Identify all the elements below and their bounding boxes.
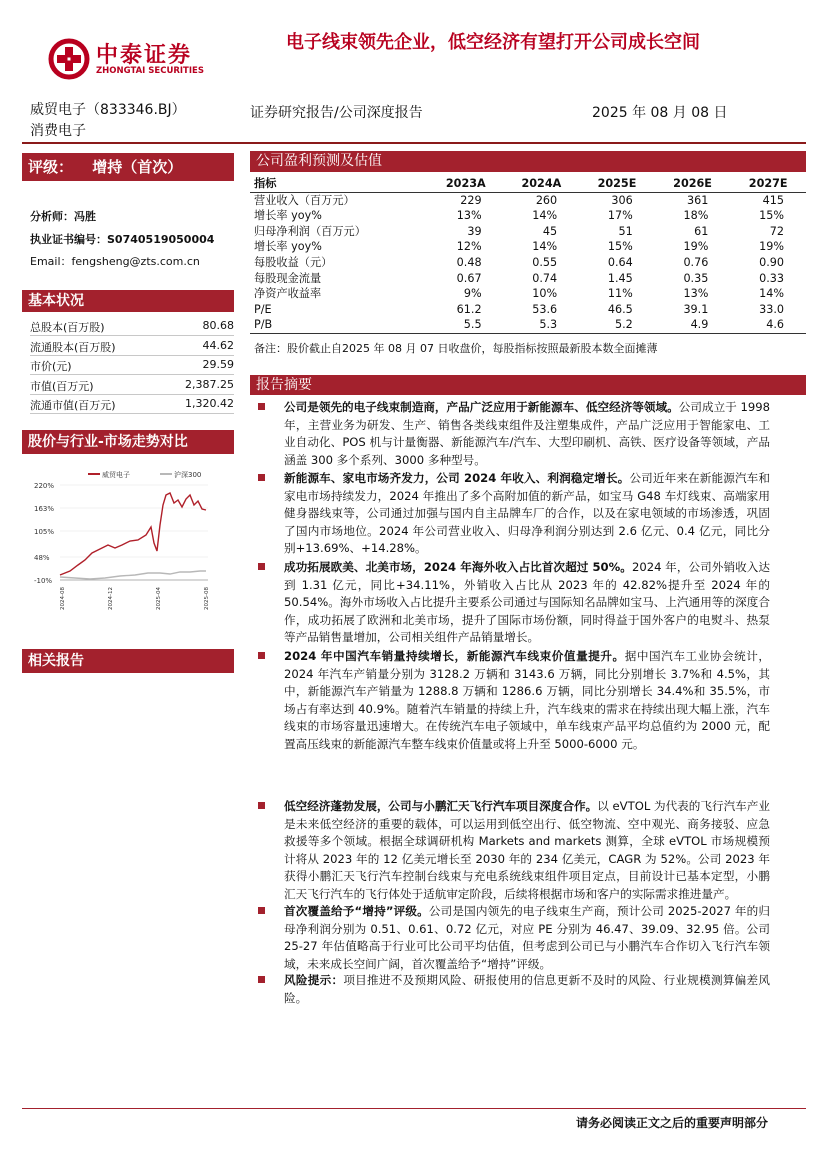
analyst-name <box>30 208 96 224</box>
basic-row-label: 市值(百万元) <box>30 379 94 393</box>
summary-title: 报告摘要 <box>256 377 312 393</box>
forecast-cell: 51 <box>618 224 633 238</box>
summary-item-body: 公司是国内领先的电子线束生产商，预计公司 2025-2027 年的归母净利润分别为 0.51、0.61、0.72 亿元，对应 PE 分别为 46.47、39.09、32.95 倍。公司 25-27 年估值略高于行业可比公司平均估值，但考虑到公司已与小鹏汽车合作切入飞行汽车领域，未来成长空间广阔，首次覆盖给予“增持”评级。 <box>284 904 770 971</box>
price-chart-title-bar <box>22 430 234 454</box>
summary-item-text <box>284 399 770 469</box>
analyst-cert <box>30 231 214 247</box>
forecast-cell: 15% <box>759 209 784 223</box>
summary-item-lead: 新能源车、家电市场齐发力，公司 2024 年收入、利润稳定增长。 <box>284 471 630 485</box>
cert-number: S0740519050004 <box>107 233 215 246</box>
forecast-cell: 14% <box>532 209 558 223</box>
basic-row <box>30 375 234 395</box>
rating-label: 评级： <box>28 158 74 176</box>
summary-item-lead: 首次覆盖给予“增持”评级。 <box>284 904 429 918</box>
basic-title: 基本状况 <box>28 293 84 309</box>
forecast-cell: 260 <box>535 193 558 207</box>
forecast-row <box>250 192 806 208</box>
x-axis <box>60 587 210 610</box>
report-type: 证券研究报告/公司深度报告 <box>250 105 423 121</box>
report-headline: 电子线束领先企业，低空经济有望打开公司成长空间 <box>286 32 700 53</box>
forecast-column-header: 2025E <box>579 176 655 192</box>
forecast-cell: 39.1 <box>683 302 709 316</box>
y-axis <box>34 482 54 585</box>
summary-item-body: 据中国汽车工业协会统计，2024 年汽车产销量分别为 3128.2 万辆和 3143.6 万辆，同比分别增长 3.7%和 4.5%，其中，新能源汽车产销量为 1288.8 万辆和 1286.6 万辆，同比分别增长 34.4%和 35.5%，市场占有率达到 40.9%。随着汽车销量的持续上升，汽车线束的需求在持续出现大幅上涨，汽车线束的市场容量迅速增大。在传统汽车电子领域中，单车线束产品平均总值约为 2000 元，配置高压线束的新能源汽车整车线束价值量或将上升至 5000-6000 元。 <box>284 649 770 751</box>
forecast-row <box>250 224 806 240</box>
forecast-cell: 33.0 <box>759 302 784 316</box>
forecast-title-bar <box>250 151 806 172</box>
forecast-cell: 0.74 <box>532 271 558 285</box>
basic-row <box>30 316 234 336</box>
forecast-cell: 0.64 <box>607 255 633 269</box>
forecast-cell: 14% <box>532 240 558 254</box>
summary-item-body: 公司近年来在新能源汽车和家电市场持续发力，2024 年推出了多个高附加值的新产品，如宝马 G48 车灯线束、高端家用健身器线束等，公司通过加强与国内自主品牌车厂的合作，以及在家电领域的市场渗透，巩固了国内市场地位。2024 年公司营业收入、归母净利润分别达到 2.6 亿元、0.4 亿元，同比分别+13.69%、+14.28%。 <box>284 471 770 555</box>
summary-item-lead: 成功拓展欧美、北美市场，2024 年海外收入占比首次超过 50%。 <box>284 560 632 574</box>
logo-mark-icon <box>48 38 90 80</box>
forecast-cell: 0.33 <box>759 271 784 285</box>
forecast-column-header: 2024A <box>504 176 580 192</box>
forecast-column-header: 2026E <box>655 176 731 192</box>
basic-row <box>30 336 234 356</box>
related-title-bar <box>22 649 234 673</box>
forecast-cell: 4.6 <box>730 317 806 333</box>
square-bullet-icon <box>258 652 265 659</box>
email-label: Email： <box>30 255 72 268</box>
forecast-row-label: 净资产收益率 <box>254 287 322 301</box>
summary-item-body: 以 eVTOL 为代表的飞行汽车产业是未来低空经济的重要的载体，可以运用到低空出行、低空物流、空中观光、商务接驳、应急救援等多个领域。根据全球调研机构 Markets and markets 测算，全球 eVTOL 市场规模预计将从 2023 年的 12 亿美元增长至 2030 年的 234 亿美元，CAGR 为 52%。公司 2023 年获得小鹏汇天飞行汽车控制台线束与充电系统线束组件项目定点，目前设计已基本定型，小鹏汇天飞行汽车的飞行体处于适航审定阶段，后续将根据市场和客户的实际需求推进量产。 <box>284 799 770 901</box>
forecast-row-label: P/E <box>254 302 272 316</box>
square-bullet-icon <box>258 563 265 570</box>
forecast-cell: 0.55 <box>532 255 558 269</box>
price-chart-title: 股价与行业-市场走势对比 <box>28 434 188 450</box>
forecast-cell: 39 <box>467 224 482 238</box>
summary-item <box>258 559 770 647</box>
summary-item-body: 2024 年，公司外销收入达到 1.31 亿元，同比+34.11%，外销收入占比从 2023 年的 42.82%提升至 2024 年的 50.54%。海外市场收入占比提升主要系公司通过与国际知名品牌如宝马、上汽通用等的深度合作，成功拓展了欧洲和北美市场，提升了国际市场份额，同时得益于国外客户的电熨斗、热泵等产品销售量增加，公司相关组件产品销量增长。 <box>284 560 770 644</box>
basic-row-value: 1,320.42 <box>185 397 234 411</box>
forecast-row-label: 每股收益（元） <box>254 255 333 269</box>
square-bullet-icon <box>258 474 265 481</box>
email-link[interactable]: fengsheng@zts.com.cn <box>71 255 200 268</box>
forecast-cell: 10% <box>532 287 558 301</box>
summary-item-text <box>284 972 770 1007</box>
forecast-row <box>250 286 806 302</box>
y-tick: -10% <box>34 577 53 585</box>
basic-row-value: 80.68 <box>202 319 234 332</box>
rating-bar <box>22 153 234 181</box>
forecast-cell: 9% <box>463 287 482 301</box>
series-stock-line <box>60 493 206 575</box>
summary-title-bar <box>250 375 806 395</box>
legend <box>88 470 201 479</box>
logo-text-cn: 中泰证券 <box>96 43 193 68</box>
forecast-row-label: 每股现金流量 <box>254 271 322 285</box>
basic-row-label: 市价(元) <box>30 360 72 374</box>
price-chart <box>30 465 230 615</box>
forecast-row-label: 营业收入（百万元） <box>254 193 355 207</box>
forecast-cell: 306 <box>611 193 633 207</box>
forecast-row <box>250 271 806 287</box>
forecast-row-label: 增长率 yoy% <box>254 209 322 223</box>
x-tick: 2024-12 <box>108 587 114 610</box>
cert-label: 执业证书编号： <box>30 233 107 246</box>
y-tick: 220% <box>34 482 55 490</box>
forecast-column-header: 2023A <box>428 176 504 192</box>
forecast-row-label: P/B <box>250 317 428 333</box>
forecast-cell: 61 <box>694 224 709 238</box>
related-title: 相关报告 <box>28 653 84 669</box>
forecast-cell: 46.5 <box>607 302 633 316</box>
summary-item-body: 项目推进不及预期风险、研报使用的信息更新不及时的风险、行业规模测算偏差风险。 <box>284 973 770 1005</box>
logo <box>48 38 218 80</box>
basic-title-bar <box>22 290 234 312</box>
summary-item <box>258 470 770 558</box>
forecast-cell: 12% <box>456 240 482 254</box>
forecast-row <box>250 302 806 318</box>
forecast-cell: 15% <box>607 240 633 254</box>
basic-row-label: 流通市值(百万元) <box>30 399 116 413</box>
summary-item-body: 公司成立于 1998 年，主营业务为研发、生产、销售各类线束组件及注塑集成件，产品广泛应用于智能家电、工业自动化、POS 机与计量衡器、新能源汽车/汽车、大型印刷机、高铁、医疗设备等领域，产品涵盖 300 多个系列、3000 多种型号。 <box>284 400 770 467</box>
square-bullet-icon <box>258 976 265 983</box>
forecast-cell: 19% <box>759 240 784 254</box>
forecast-cell: 53.6 <box>532 302 558 316</box>
summary-item-lead: 低空经济蓬勃发展，公司与小鹏汇天飞行汽车项目深度合作。 <box>284 799 598 813</box>
summary-item <box>258 903 770 973</box>
forecast-row <box>250 255 806 271</box>
forecast-cell: 1.45 <box>607 271 633 285</box>
forecast-cell: 17% <box>607 209 633 223</box>
forecast-cell: 4.9 <box>655 317 731 333</box>
company-industry: 消费电子 <box>30 123 86 139</box>
basic-row-label: 总股本(百万股) <box>30 321 105 334</box>
forecast-cell: 61.2 <box>456 302 482 316</box>
summary-item <box>258 399 770 469</box>
forecast-cell: 45 <box>542 224 558 238</box>
y-tick: 105% <box>34 528 55 536</box>
forecast-cell: 19% <box>683 240 709 254</box>
forecast-row <box>250 317 806 333</box>
forecast-cell: 0.67 <box>456 271 482 285</box>
square-bullet-icon <box>258 802 265 809</box>
summary-item-text <box>284 648 770 753</box>
forecast-cell: 0.90 <box>759 255 784 269</box>
summary-item-lead: 2024 年中国汽车销量持续增长，新能源汽车线束价值量提升。 <box>284 649 625 663</box>
summary-item-text <box>284 559 770 647</box>
summary-item-text <box>284 903 770 973</box>
square-bullet-icon <box>258 403 265 410</box>
x-tick: 2025-08 <box>204 587 210 610</box>
forecast-cell: 11% <box>607 287 633 301</box>
forecast-row-label: 增长率 yoy% <box>254 240 322 254</box>
series-index-line <box>60 571 206 579</box>
x-tick: 2025-04 <box>156 587 162 610</box>
forecast-row <box>250 208 806 224</box>
forecast-cell: 415 <box>762 193 784 207</box>
forecast-table <box>250 176 806 334</box>
forecast-column-header: 指标 <box>250 176 428 192</box>
gridlines <box>60 485 208 557</box>
summary-item-text <box>284 798 770 903</box>
y-tick: 163% <box>34 505 55 513</box>
forecast-cell: 13% <box>683 287 709 301</box>
basic-row <box>30 394 234 414</box>
forecast-note: 备注：股价截止自2025 年 08 月 07 日收盘价，每股指标按照最新股本数全面摊薄 <box>254 342 658 355</box>
summary-item-lead: 风险提示： <box>284 973 344 987</box>
square-bullet-icon <box>258 907 265 914</box>
forecast-cell: 5.3 <box>504 317 580 333</box>
forecast-cell: 18% <box>683 209 709 223</box>
logo-text-en: ZHONGTAI SECURITIES <box>96 66 204 76</box>
summary-item <box>258 648 770 753</box>
legend-b-label: 沪深300 <box>174 471 202 479</box>
analyst-label: 分析师：冯胜 <box>30 210 96 223</box>
forecast-title: 公司盈利预测及估值 <box>256 153 382 169</box>
forecast-cell: 5.5 <box>428 317 504 333</box>
forecast-row-label: 归母净利润（百万元） <box>254 224 366 238</box>
y-tick: 48% <box>34 554 50 562</box>
forecast-cell: 14% <box>759 287 784 301</box>
basic-row <box>30 355 234 375</box>
forecast-cell: 229 <box>460 193 482 207</box>
forecast-cell: 5.2 <box>579 317 655 333</box>
x-tick: 2024-08 <box>60 587 66 610</box>
legend-a-label: 威贸电子 <box>102 471 130 479</box>
summary-item-lead: 公司是领先的电子线束制造商，产品广泛应用于新能源车、低空经济等领域。 <box>284 400 679 414</box>
basic-row-value: 44.62 <box>202 338 234 352</box>
summary-item <box>258 798 770 903</box>
basic-row-value: 29.59 <box>202 358 234 372</box>
forecast-header-row <box>250 176 806 192</box>
report-date: 2025 年 08 月 08 日 <box>592 105 728 121</box>
summary-item <box>258 972 770 1007</box>
basic-row-value: 2,387.25 <box>185 377 234 391</box>
forecast-column-header: 2027E <box>730 176 806 192</box>
analyst-email <box>30 253 200 269</box>
footer-note: 请务必阅读正文之后的重要声明部分 <box>575 1116 768 1130</box>
header-rule <box>22 142 806 144</box>
forecast-cell: 0.76 <box>683 255 709 269</box>
rating-value: 增持（首次） <box>92 158 183 176</box>
forecast-cell: 72 <box>769 224 784 238</box>
summary-item-text <box>284 470 770 558</box>
forecast-row <box>250 239 806 255</box>
forecast-cell: 361 <box>687 193 709 207</box>
company-name: 威贸电子（833346.BJ） <box>30 102 186 118</box>
forecast-cell: 0.48 <box>456 255 482 269</box>
forecast-cell: 13% <box>456 209 482 223</box>
basic-row-label: 流通股本(百万股) <box>30 340 116 354</box>
forecast-cell: 0.35 <box>683 271 709 285</box>
footer-rule <box>22 1108 806 1109</box>
